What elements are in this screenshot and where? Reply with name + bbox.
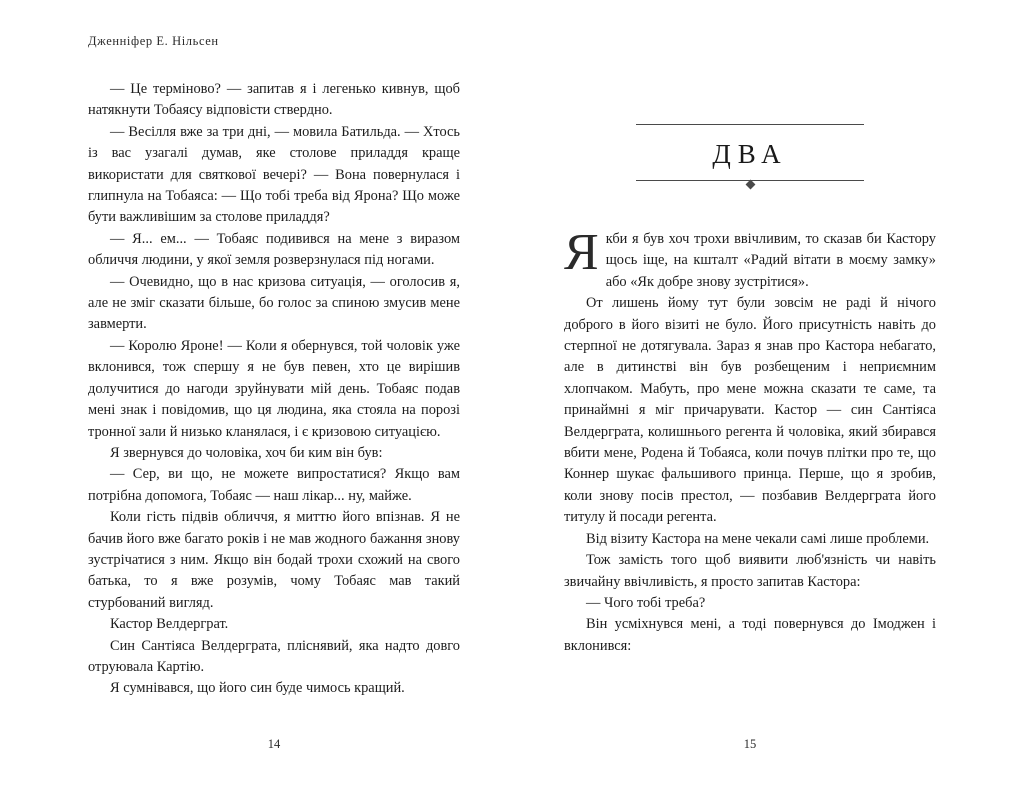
paragraph: Я звернувся до чоловіка, хоч би ким він був: bbox=[110, 444, 383, 461]
paragraph: — Я... ем... — Тобаяс подивився на мене з виразом обличчя людини, у якої земля розверзнулася під ногами. bbox=[88, 230, 460, 269]
chapter-title: ДВА bbox=[712, 139, 788, 169]
paragraph: Тож замість того щоб виявити люб'язність чи навіть звичайну ввічливість, я просто запитав Кастора: bbox=[564, 552, 936, 590]
paragraph: — Очевидно, що в нас кризова ситуація, — оголосив я, але не зміг сказати більше, бо голос за спиною змусив мене завмерти. bbox=[88, 273, 460, 333]
chapter-ornament-bottom bbox=[636, 180, 864, 189]
page-right bbox=[512, 0, 1024, 788]
chapter-ornament-top bbox=[636, 124, 864, 125]
right-page-body bbox=[564, 224, 936, 657]
paragraph: — Це терміново? — запитав я і легенько кивнув, щоб натякнути Тобаясу відповісти ствердно. bbox=[88, 81, 460, 119]
paragraph: — Чого тобі треба? bbox=[586, 594, 706, 611]
ornament-rule bbox=[636, 124, 864, 125]
page-number-right: 15 bbox=[743, 737, 757, 751]
paragraph-with-dropcap bbox=[564, 224, 936, 293]
paragraph: От лишень йому тут були зовсім не раді й нічого доброго в його візиті не було. Його присутність навіть до стерпної не дотягувала. Зараз я знав про Кастора небагато, але в дитинстві він був розбещеним і неприємним хлопчаком. Мабуть, про мене можна сказати те саме, та принаймні я міг причарувати. Кастор — син Сантіяса Велдерграта, колишнього регента й чоловіка, який збирався вбити мене, Родена й Тобаяса, коли почув плітки про те, що Коннер шукає фальшивого принца. Перше, що я зробив, коли знову посів престол, — позбавив Велдерграта його титулу й посади регента. bbox=[564, 295, 936, 526]
paragraph-text: кби я був хоч трохи ввічливим, то сказав би Кастору щось іще, на кшталт «Радий вітати в моєму замку» або «Як добре знову зустрітися». bbox=[605, 231, 936, 290]
ornament-rule-wrap bbox=[636, 180, 864, 189]
left-page-body bbox=[88, 79, 460, 700]
paragraph: Син Сантіяса Велдерграта, пліснявий, яка надто довго отруювала Картію. bbox=[88, 637, 460, 675]
paragraph: Коли гість підвів обличчя, я миттю його впізнав. Я не бачив його вже багато років і не мав жодного бажання знову зустрічатися з ним. Якщо він бодай трохи схожий на свого батька, то я вже розумів, чому Тобаяс мав такий стурбований вигляд. bbox=[88, 509, 460, 611]
paragraph: Від візиту Кастора на мене чекали самі лише проблеми. bbox=[586, 530, 930, 547]
diamond-icon bbox=[745, 180, 755, 190]
paragraph: Він усміхнувся мені, а тоді повернувся до Імоджен і вклонився: bbox=[564, 616, 936, 654]
paragraph: — Королю Яроне! — Коли я обернувся, той чоловік уже вклонився, тож спершу я не був певен, хто це вирішив долучитися до нагоди зруйнувати мій день. Тобаяс подав мені знак і повідомив, що ця людина, яка стояла на порозі тронної зали й низько кланялася, і є кризовою ситуацією. bbox=[88, 337, 460, 440]
drop-cap: Я bbox=[564, 224, 599, 281]
page-number-left: 14 bbox=[267, 737, 281, 751]
paragraph: — Весілля вже за три дні, — мовила Батильда. — Хтось із вас узагалі думав, яке столове приладдя краще використати для святкової вечері? — Вона повернулася і глипнула на Тобаяса: — Що тобі треба від Ярона? Що може бути важливішим за столове приладдя? bbox=[88, 123, 460, 226]
paragraph: Кастор Велдерграт. bbox=[110, 616, 229, 633]
chapter-opener bbox=[564, 124, 936, 189]
paragraph: Я сумнівався, що його син буде чимось кращий. bbox=[110, 680, 405, 697]
paragraph: — Сер, ви що, не можете випростатися? Якщо вам потрібна допомога, Тобаяс — наш лікар... ну, майже. bbox=[88, 466, 460, 504]
running-head: Дженніфер Е. Нільсен bbox=[88, 34, 219, 48]
